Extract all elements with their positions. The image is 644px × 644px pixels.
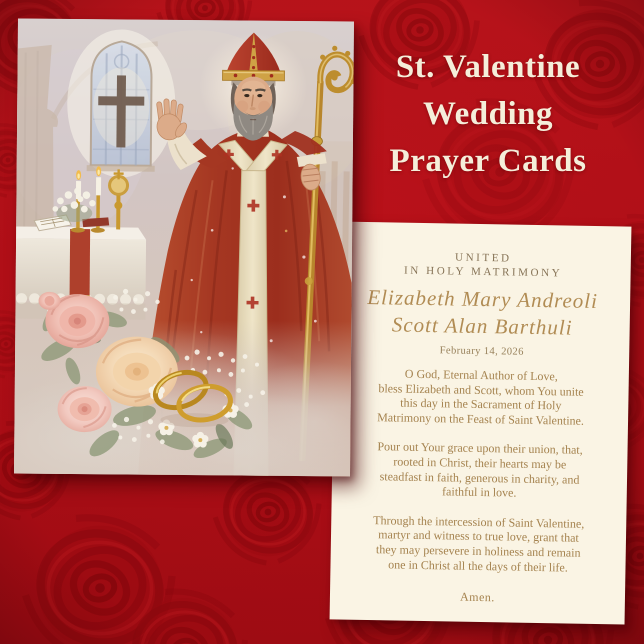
title-line-1: St. Valentine [395, 49, 581, 85]
groom-name: Scott Alan Barthuli [391, 312, 573, 340]
product-title [336, 44, 640, 185]
prayer-card-back [330, 221, 632, 624]
prayer-paragraph-1: O God, Eternal Author of Love, bless Elizabeth and Scott, whom You unite this day in the Sacrament of Holy Matrimony on the Feast of Saint Valentine. [377, 366, 585, 428]
prayer-paragraph-3: Through the intercession of Saint Valentine, martyr and witness to true love, grant that they may persevere in holiness and remain one in Christ all the days of their life. [373, 512, 585, 575]
prayer-card-front [14, 19, 354, 477]
altar-runner [70, 229, 91, 300]
prayer-paragraph-2: Pour out Your grace upon their union, that, rooted in Christ, their hearts may be steadfast in faith, generous in charity, and faithful in love. [377, 439, 583, 500]
matrimony-heading: UNITED IN HOLY MATRIMONY [403, 251, 563, 279]
wedding-date: February 14, 2026 [439, 345, 524, 358]
amen-text: Amen. [459, 589, 495, 605]
saint-valentine-artwork [14, 19, 354, 477]
title-line-2: Wedding [422, 96, 554, 132]
title-line-3: Prayer Cards [389, 143, 587, 179]
bride-name: Elizabeth Mary Andreoli [367, 285, 599, 314]
